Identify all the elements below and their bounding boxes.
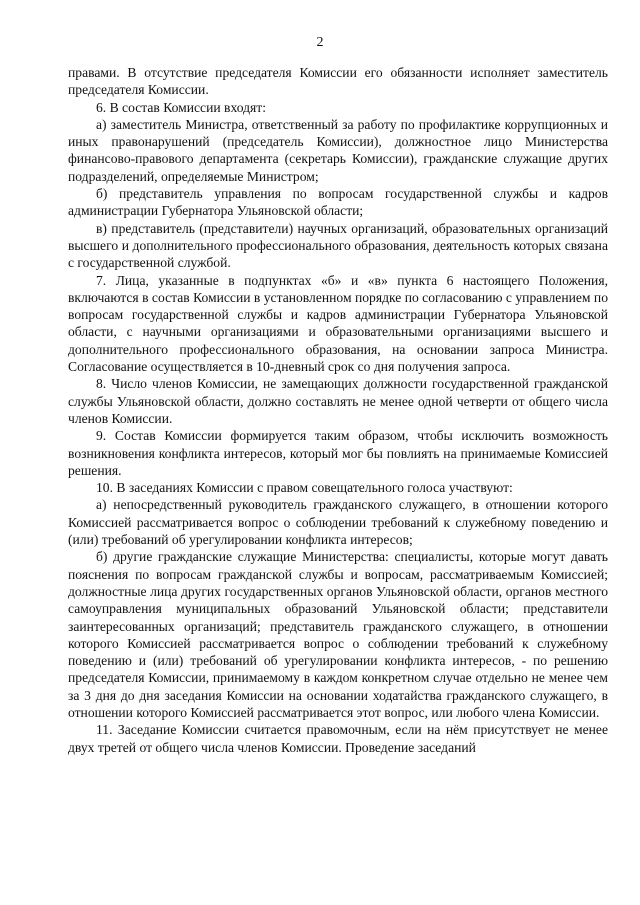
- paragraph-continuation: правами. В отсутствие председателя Комиссии его обязанности исполняет заместитель председателя Комиссии.: [68, 65, 608, 98]
- paragraph-6a: а) заместитель Министра, ответственный за работу по профилактике коррупционных и иных правонарушений (председатель Комиссии), должностное лицо Министерства финансово-правового департамента (секретарь Комиссии), гражданские служащие других подразделений, определяемые Министром;: [68, 116, 608, 184]
- paragraph-8: 8. Число членов Комиссии, не замещающих должности государственной гражданской службы Ульяновской области, должно составлять не менее одной четверти от общего числа членов Комиссии.: [68, 376, 608, 426]
- document-body: [68, 64, 608, 756]
- paragraph-6: 6. В состав Комиссии входят:: [96, 99, 267, 115]
- paragraph-10: 10. В заседаниях Комиссии с правом совещательного голоса участвуют:: [96, 480, 513, 496]
- paragraph-6b: б) представитель управления по вопросам государственной службы и кадров администрации Губернатора Ульяновской области;: [68, 186, 608, 219]
- paragraph-9: 9. Состав Комиссии формируется таким образом, чтобы исключить возможность возникновения конфликта интересов, который мог бы повлиять на принимаемые Комиссией решения.: [68, 428, 608, 478]
- paragraph-6v: в) представитель (представители) научных организаций, образовательных организаций высшего и дополнительного профессионального образования, деятельность которых связана с государственной службой.: [68, 220, 608, 271]
- paragraph-10a: а) непосредственный руководитель гражданского служащего, в отношении которого Комиссией рассматривается вопрос о соблюдении требований к служебному поведению и (или) требований об урегулировании конфликта интересов;: [68, 497, 608, 548]
- page-number: 2: [316, 35, 324, 50]
- paragraph-10b: б) другие гражданские служащие Министерства: специалисты, которые могут давать пояснения по вопросам гражданской службы и вопросам, рассматриваемым Комиссией; должностные лица других государственных органов Ульяновской области, органов местного самоуправления муниципальных образований Ульяновской области; представители заинтересованных организаций; представитель гражданского служащего, в отношении которого Комиссией рассматривается вопрос о соблюдении требований к служебному поведению и (или) требований об урегулировании конфликта интересов, - по решению председателя Комиссии, принимаемому в каждом конкретном случае отдельно не менее чем за 3 дня до дня заседания Комиссии на основании ходатайства гражданского служащего, в отношении которого Комиссией рассматривается этот вопрос, или любого члена Комиссии.: [68, 549, 608, 720]
- paragraph-7: 7. Лица, указанные в подпунктах «б» и «в» пункта 6 настоящего Положения, включаются в состав Комиссии в установленном порядке по согласованию с управлением по вопросам государственной службы и кадров администрации Губернатора Ульяновской области, с научными организациями и образовательными организациями высшего и дополнительного профессионального образования, на основании запроса Министра. Согласование осуществляется в 10-дневный срок со дня получения запроса.: [68, 272, 608, 375]
- paragraph-11: 11. Заседание Комиссии считается правомочным, если на нём присутствует не менее двух третей от общего числа членов Комиссии. Проведение заседаний: [68, 722, 608, 755]
